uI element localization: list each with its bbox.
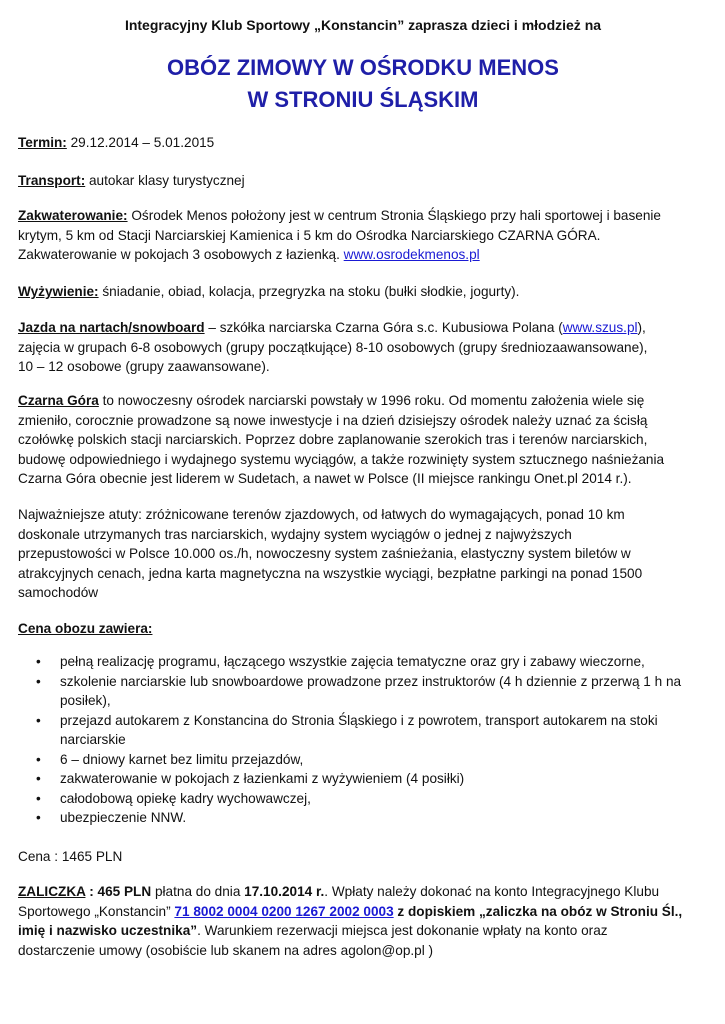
atuty-line: Najważniejsze atuty: zróżnicowane terenów zjazdowych, od łatwych do wymagających, ponad 10 km [18, 507, 625, 522]
atuty-line: atrakcyjnych cenach, jedna karta magnetyczna na wszystkie wyciągi, bezpłatne parkingi na ponad 1500 [18, 565, 643, 581]
list-item [18, 750, 708, 770]
zakwaterowanie-line: Ośrodek Menos położony jest w centrum Stronia Śląskiego przy hali sportowej i basenie [127, 208, 661, 223]
zaliczka-text: z dopiskiem „zaliczka na obóz w Stroniu Śl., [393, 903, 683, 919]
list-item [18, 672, 708, 711]
bullet-icon: • [36, 673, 41, 689]
zakwaterowanie-label: Zakwaterowanie: [18, 208, 128, 223]
transport-label: Transport: [18, 173, 86, 188]
zakwaterowanie-line: Zakwaterowanie w pokojach 3 osobowych z łazienką. [18, 247, 344, 262]
list-item-text: szkolenie narciarskie lub snowboardowe prowadzone przez instruktorów (4 h dziennie z przerwą 1 h na posiłek), [60, 673, 682, 708]
page-title-line-1: OBÓZ ZIMOWY W OŚRODKU MENOS [167, 55, 559, 80]
zaliczka-text: Sportowego „Konstancin” [18, 903, 175, 919]
bullet-icon: • [36, 751, 41, 767]
osrodekmenos-link[interactable]: www.osrodekmenos.pl [343, 247, 480, 262]
zaliczka-text: płatna do dnia [151, 884, 245, 899]
czarna-gora-label: Czarna Góra [18, 393, 99, 408]
bullet-icon: • [36, 712, 41, 728]
cena-zawiera-label: Cena obozu zawiera: [18, 621, 153, 636]
zaliczka-date: 17.10.2014 r. [244, 884, 325, 899]
atuty-line: samochodów [18, 585, 99, 600]
atuty-line: doskonale utrzymanych tras narciarskich, wydajny system wyciągów o jednej z najwyższych [18, 526, 572, 542]
jazda-line: – szkółka narciarska Czarna Góra s.c. Kubusiowa Polana ( [204, 320, 563, 335]
czarna-gora-line: czołówkę polskich stacji narciarskich. Poprzez dobre zaplanowanie szerokich tras i terenów narciarskich, [18, 432, 648, 447]
czarna-gora-line: zmieniło, corocznie prowadzone są nowe inwestycje i na dzień dzisiejszy ośrodek należy uznać za ścisłą [18, 412, 648, 428]
jazda-label: Jazda na nartach/snowboard [18, 320, 205, 335]
wyzywienie-value: śniadanie, obiad, kolacja, przegryzka na stoku (bułki słodkie, jogurty). [98, 284, 520, 299]
wyzywienie-paragraph [18, 282, 708, 302]
list-item [18, 789, 708, 809]
czarna-gora-line: to nowoczesny ośrodek narciarski powstały w 1996 roku. Od momentu założenia wiele się [98, 393, 645, 408]
price-includes-list [18, 652, 708, 828]
list-item [18, 769, 708, 789]
bullet-icon: • [36, 790, 41, 806]
bullet-icon: • [36, 771, 41, 786]
szus-link[interactable]: www.szus.pl [562, 320, 638, 335]
zakwaterowanie-paragraph [18, 206, 708, 265]
bank-account-link[interactable]: 71 8002 0004 0200 1267 2002 0003 [174, 903, 394, 919]
atuty-paragraph [18, 505, 708, 603]
bullet-icon: • [36, 654, 41, 669]
list-item-text: ubezpieczenie NNW. [60, 810, 187, 825]
jazda-paragraph [18, 318, 708, 377]
zaliczka-amount: : 465 PLN [85, 884, 152, 899]
zaliczka-text: dostarczenie umowy (osobiście lub skanem na adres agolon@op.pl ) [18, 942, 434, 958]
wyzywienie-label: Wyżywienie: [18, 284, 99, 299]
list-item-text: przejazd autokarem z Konstancina do Stronia Śląskiego i z powrotem, transport autokarem na stoki narciarskie [60, 712, 658, 747]
zaliczka-paragraph [18, 882, 708, 960]
list-item [18, 652, 708, 672]
list-item-text: pełną realizację programu, łączącego wszystkie zajęcia tematyczne oraz gry i zabawy wieczorne, [60, 654, 645, 669]
transport-paragraph [18, 171, 708, 191]
czarna-gora-line: Czarna Góra obecnie jest liderem w Sudetach, a nawet w Polsce (II miejsce rankingu Onet.pl 2014 r.). [18, 471, 632, 486]
list-item-text: zakwaterowanie w pokojach z łazienkami z wyżywieniem (4 posiłki) [60, 771, 465, 786]
list-item-text: 6 – dniowy karnet bez limitu przejazdów, [60, 751, 304, 767]
cena-zawiera-heading [18, 619, 708, 639]
zaliczka-text: imię i nazwisko uczestnika” [18, 923, 198, 938]
jazda-line: zajęcia w grupach 6-8 osobowych (grupy początkujące) 8-10 osobowych (grupy średniozaawansowane), [18, 339, 648, 355]
intro-heading: Integracyjny Klub Sportowy „Konstancin” zaprasza dzieci i młodzież na [124, 17, 602, 33]
jazda-line: 10 – 12 osobowe (grupy zaawansowane). [18, 359, 270, 374]
czarna-gora-paragraph [18, 391, 708, 489]
list-item [18, 711, 708, 750]
czarna-gora-line: budowę odpowiedniego i wydajnego systemu wyciągów, a także rozwinięty system sztucznego naśnieżania [18, 451, 665, 467]
zaliczka-text: . Wpłaty należy dokonać na konto Integracyjnego Klubu [324, 884, 660, 899]
termin-paragraph [18, 133, 708, 153]
zaliczka-label: ZALICZKA [18, 884, 86, 899]
page-title-line-2: W STRONIU ŚLĄSKIM [247, 87, 479, 112]
jazda-line: ), [637, 320, 646, 335]
zaliczka-text: . Warunkiem rezerwacji miejsca jest dokonanie wpłaty na konto oraz [197, 923, 608, 938]
bullet-icon: • [36, 810, 41, 825]
list-item [18, 808, 708, 828]
price-line: Cena : 1465 PLN [18, 849, 123, 864]
list-item-text: całodobową opiekę kadry wychowawczej, [60, 790, 311, 806]
zakwaterowanie-line: krytym, 5 km od Stacji Narciarskiej Kamienica i 5 km do Ośrodka Narciarskiego CZARNA GÓRA. [18, 227, 601, 243]
transport-value: autokar klasy turystycznej [85, 173, 245, 188]
termin-value: 29.12.2014 – 5.01.2015 [66, 135, 215, 150]
atuty-line: przepustowości w Polsce 10.000 os./h, nowoczesny system zaśnieżania, elastyczny system biletów w [18, 546, 631, 561]
termin-label: Termin: [18, 135, 67, 150]
